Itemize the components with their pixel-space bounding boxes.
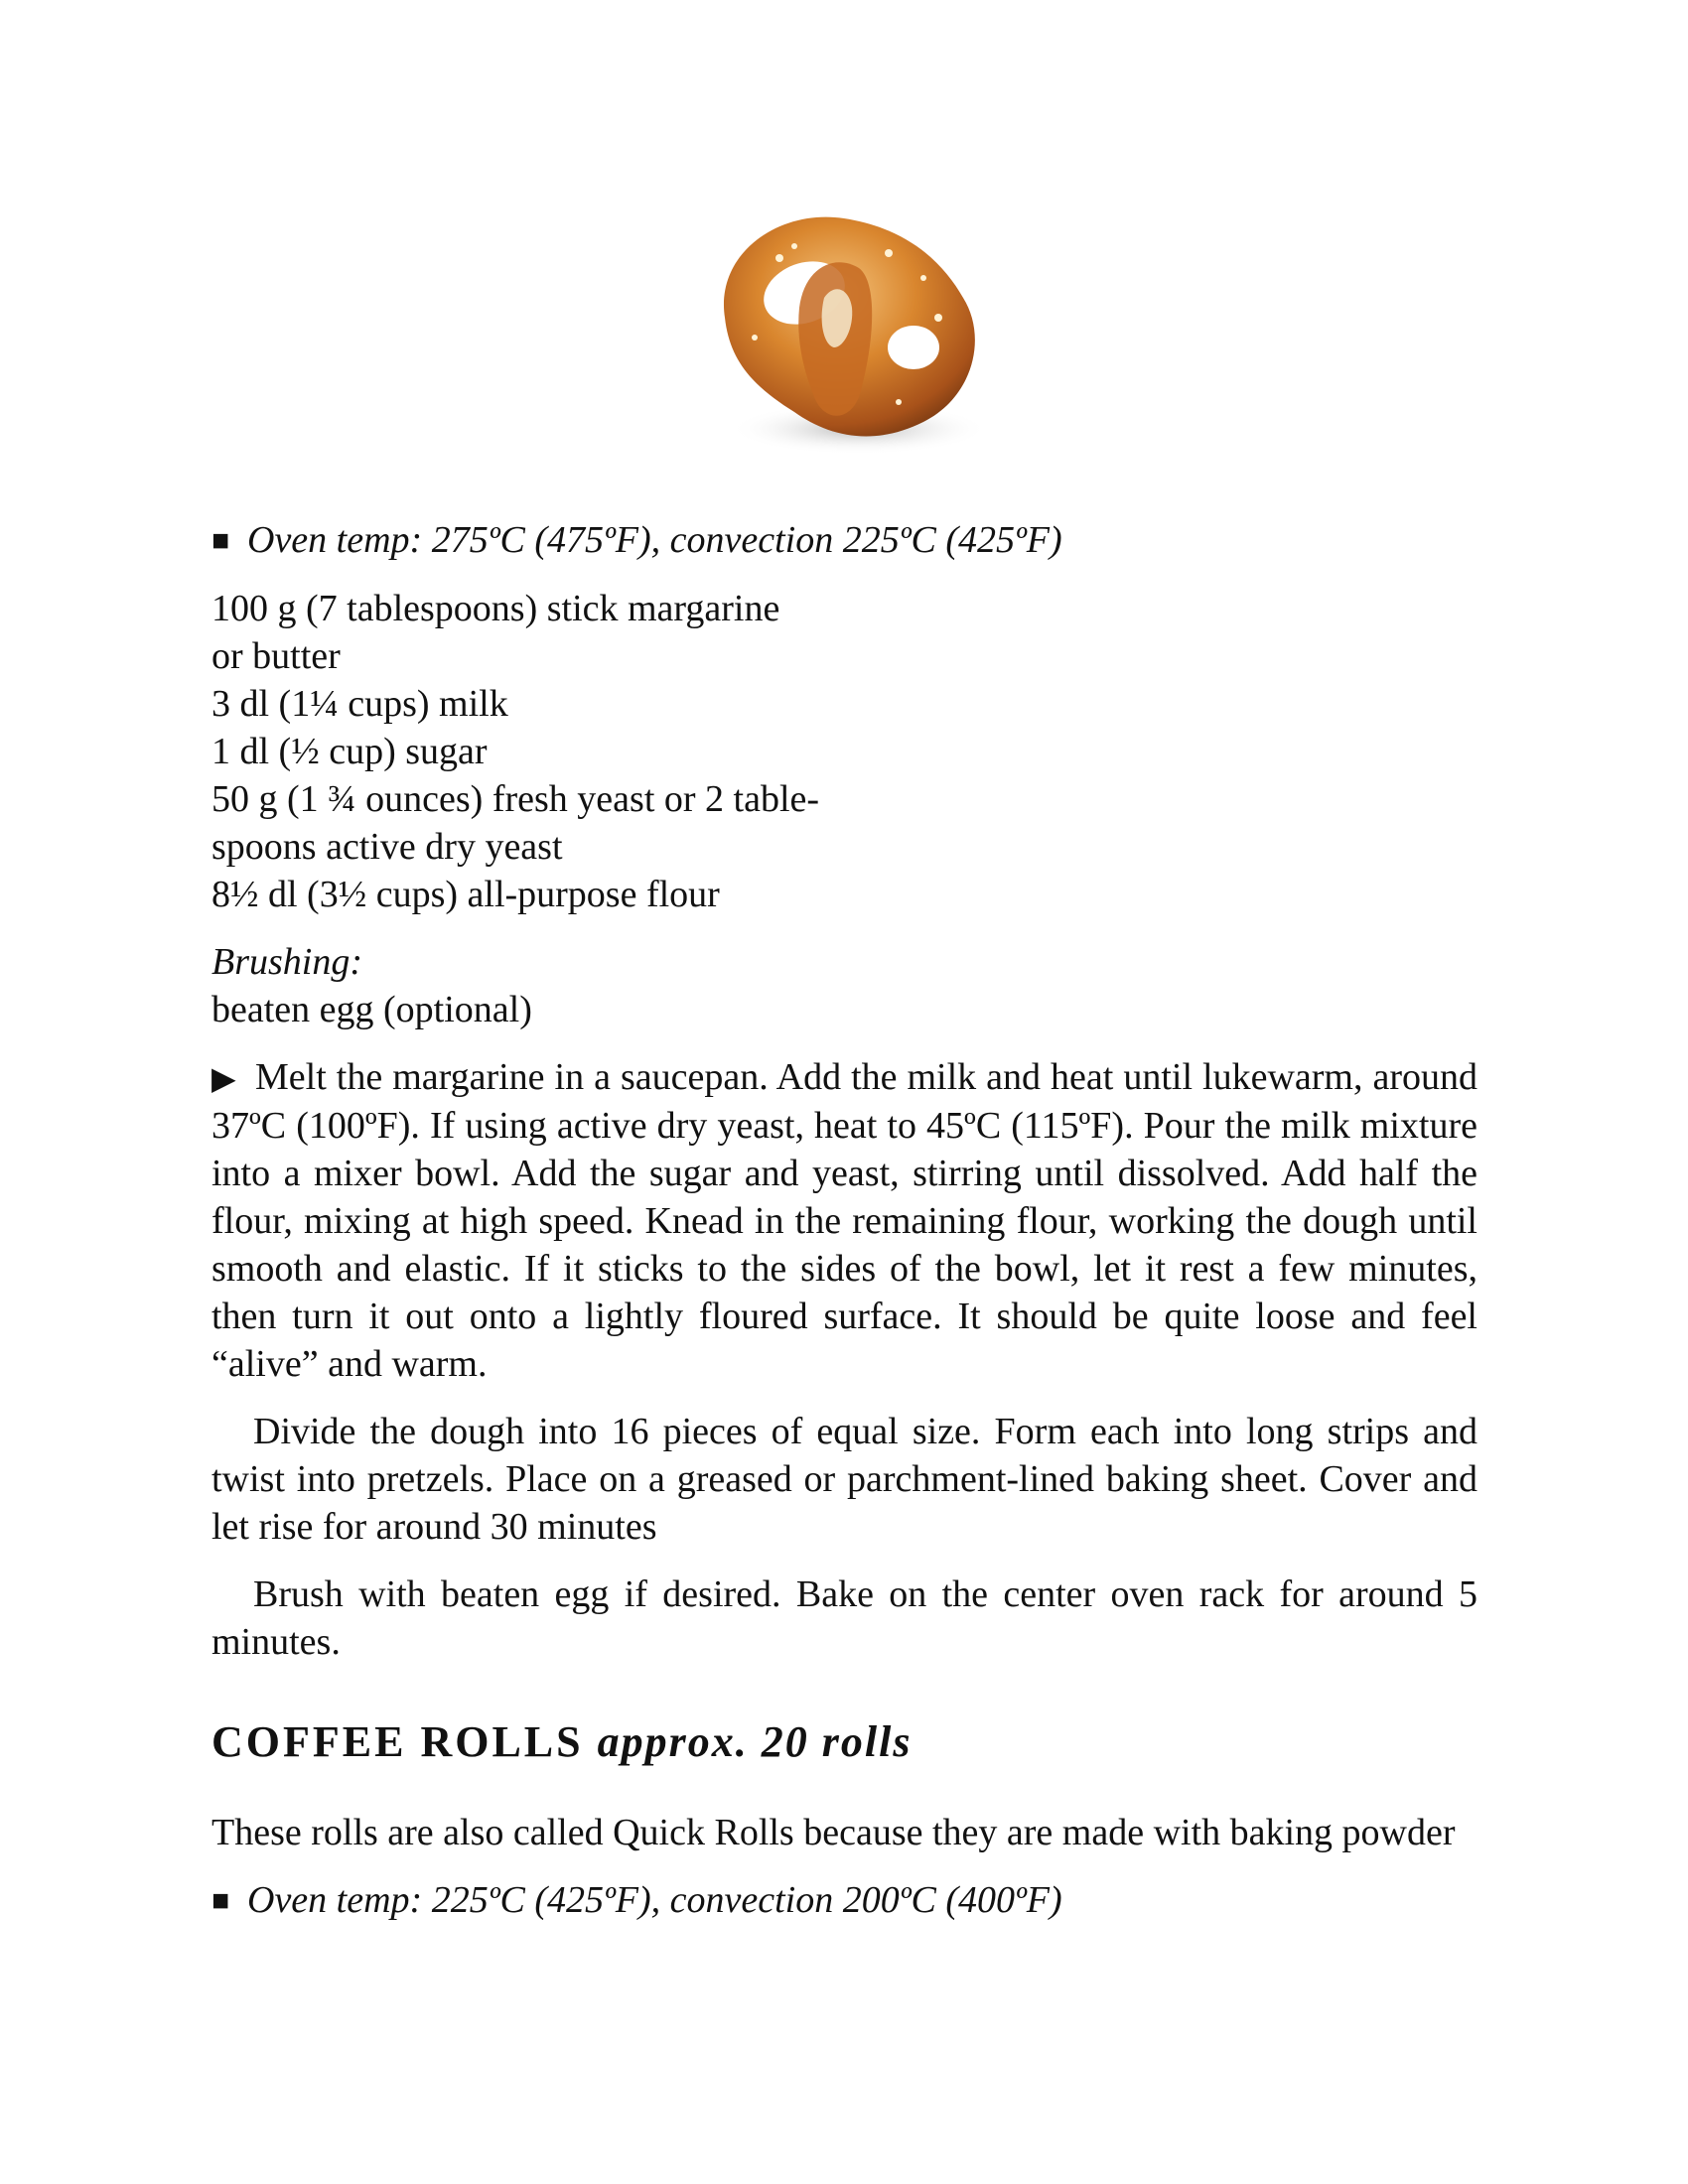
recipe-yield: approx. 20 rolls (597, 1717, 913, 1766)
method-step-text: Melt the margarine in a saucepan. Add the milk and heat until lukewarm, around 37ºC (100ºF). If using active dry yeast, heat to 45ºC (115ºF). Pour the milk mixture into a mixer bowl. Add the sugar and yeast, stirring until dissolved. Add half the flour, mixing at high speed. Knead in the remaining flour, working the dough until smooth and elastic. If it sticks to the sides of the bowl, let it rest a few minutes, then turn it out onto a lightly floured surface. It should be quite loose and feel “alive” and warm. (211, 1056, 1477, 1385)
recipe-content (211, 516, 1477, 1945)
ingredient-line: spoons active dry yeast (211, 826, 563, 868)
brushing-label: Brushing: (211, 941, 362, 983)
oven-temperature-note (211, 1876, 1477, 1925)
brushing-item: beaten egg (optional) (211, 989, 532, 1030)
recipe-title (211, 1715, 1477, 1769)
oven-temperature-text: Oven temp: 275ºC (475ºF), convection 225ºC (425ºF) (247, 519, 1062, 561)
play-arrow-icon: ▶ (211, 1060, 236, 1096)
ingredient-line: 50 g (1 ¾ ounces) fresh yeast or 2 table- (211, 778, 820, 820)
square-bullet-icon: ■ (211, 1884, 230, 1917)
ingredient-list (211, 585, 926, 918)
method-step: Divide the dough into 16 pieces of equal size. Form each into long strips and twist into pretzels. Place on a greased or parchment-lined baking sheet. Cover and let rise for around 30 minutes (211, 1411, 1477, 1548)
pretzel-illustration (685, 199, 1003, 467)
ingredient-line: 3 dl (1¼ cups) milk (211, 683, 508, 725)
ingredient-line: or butter (211, 635, 341, 677)
square-bullet-icon: ■ (211, 524, 230, 557)
ingredient-line: 100 g (7 tablespoons) stick margarine (211, 588, 780, 629)
ingredient-line: 8½ dl (3½ cups) all-purpose flour (211, 874, 720, 915)
recipe-title-text: COFFEE ROLLS (211, 1717, 584, 1766)
ingredient-line: 1 dl (½ cup) sugar (211, 731, 488, 772)
brushing-section (211, 938, 1477, 1033)
oven-temperature-note (211, 516, 1477, 565)
recipe-intro: These rolls are also called Quick Rolls because they are made with baking powder (211, 1812, 1456, 1853)
method-step (211, 1053, 1477, 1388)
oven-temperature-text: Oven temp: 225ºC (425ºF), convection 200ºC (400ºF) (247, 1879, 1062, 1921)
method-step: Brush with beaten egg if desired. Bake on the center oven rack for around 5 minutes. (211, 1573, 1477, 1663)
